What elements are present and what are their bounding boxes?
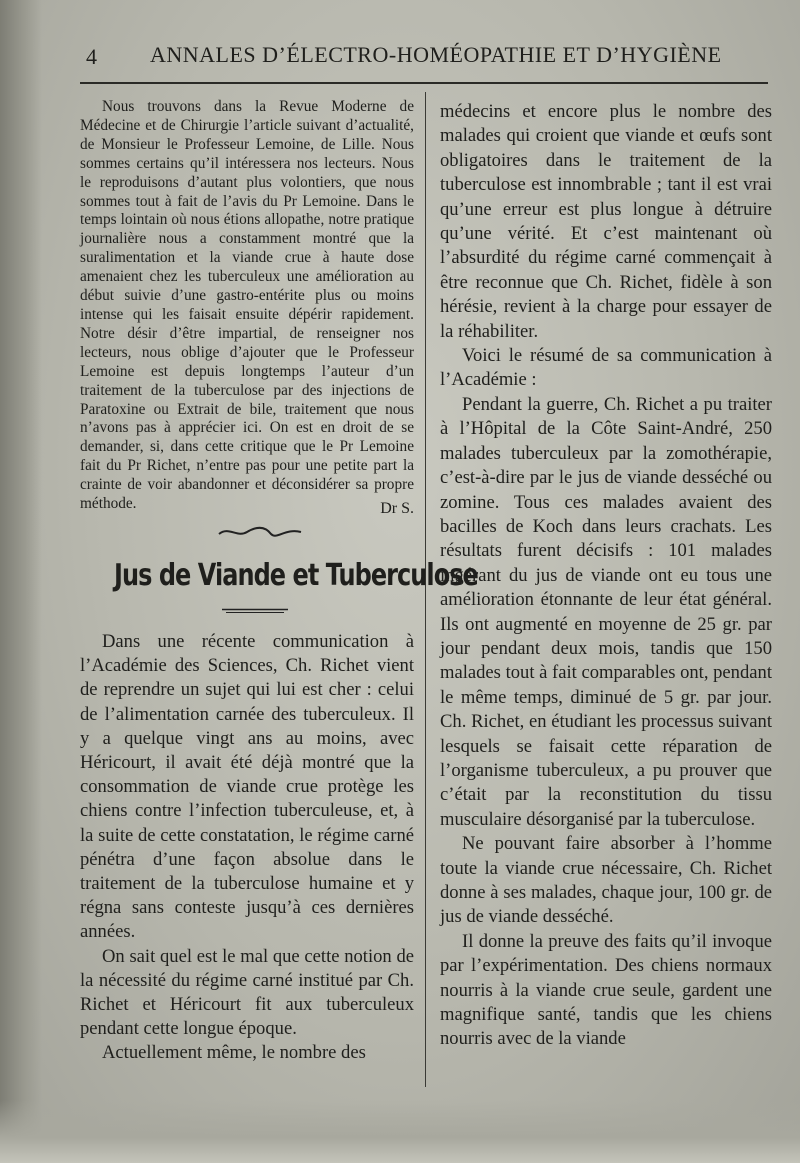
title-ornament-rule <box>222 608 288 614</box>
running-title: ANNALES D’ÉLECTRO-HOMÉOPATHIE ET D’HYGIÈNE <box>150 42 722 67</box>
flourish-ornament <box>215 520 305 542</box>
article-paragraph: Dans une récente communication à l’Académie des Sciences, Ch. Richet vient de reprendre un sujet qui lui est cher : celui de l’alimentation carnée des tuberculeux. Il y a quelque vingt ans au moins, avec Héricourt, il avait été déjà montré que la consommation de viande crue protège les chiens contre l’infection tuberculeuse, et, à la suite de cette constatation, le régime carné pénétra d’une façon absolue dans le traitement de la tuberculose humaine et y régna sans conteste jusqu’à ces dernières années. <box>80 631 414 943</box>
signature: Dr S. <box>380 500 414 517</box>
article-title: Jus de Viande et Tuberculose <box>114 558 478 593</box>
article-left-column <box>80 630 414 1066</box>
intro-paragraph: Nous trouvons dans la Revue Moderne de Médecine et de Chirurgie l’article suivant d’actualité, de Monsieur le Professeur Lemoine, de Lille. Nous sommes certains qu’il intéressera nos lecteurs. Nous le reproduisons d’autant plus volontiers, que nous sommes tout à fait de l’avis du Pr Lemoine. Dans le temps lointain où nous étions allopathe, notre pratique journalière nous a constamment montré que la suralimentation et la viande crue à haute dose amenaient chez les tuberculeux une amélioration au début suivie d’une gastro-entérite plus ou moins intense qui les faisait ensuite dépérir rapidement. Notre désir d’être impartial, de renseigner nos lecteurs, nous oblige d’ajouter que le Professeur Lemoine est depuis longtemps l’auteur d’un traitement de la tuberculose par des injections de Paratoxine ou Extrait de bile, traitement que nous n’avons pas à apprécier ici. On est en droit de se demander, si, dans cette critique que le Pr Lemoine fait du Pr Richet, n’entre pas pour une petite part la crainte de voir abandonner et déconsidérer sa propre méthode. <box>80 98 414 513</box>
page-number: 4 <box>86 44 97 69</box>
article-paragraph: Pendant la guerre, Ch. Richet a pu traiter à l’Hôpital de la Côte Saint-André, 250 malades tuberculeux par la zomothérapie, c’est-à-dire par le jus de viande desséché ou zomine. Tous ces malades avaient des bacilles de Koch dans leurs crachats. Les résultats furent décisifs : 101 malades ingérant du jus de viande ont eu tous une amélioration étonnante de leur état général. Ils ont augmenté en moyenne de 25 gr. par jour pendant deux mois, tandis que 150 malades tout à fait comparables ont, pendant le même temps, diminué de 5 gr. par jour. Ch. Richet, en étudiant les processus suivant lesquels se faisait cette réparation de l’organisme tuberculeux, a pu prouver que c’était par la reconstitution du tissu musculaire désorganisé par la tuberculose. <box>440 393 772 830</box>
article-paragraph: Actuellement même, le nombre des <box>102 1042 366 1064</box>
header-rule <box>80 82 768 84</box>
article-paragraph: Ne pouvant faire absorber à l’homme toute la viande crue nécessaire, Ch. Richet donne à ses malades, chaque jour, 100 gr. de jus de viande desséché. <box>440 833 772 928</box>
article-paragraph: Voici le résumé de sa communication à l’Académie : <box>440 345 772 391</box>
article-paragraph: médecins et encore plus le nombre des malades qui croient que viande et œufs sont obligatoires dans le traitement de la tuberculose est innombrable ; tant il est vrai qu’une erreur est plus longue à détruire qu’une vérité. Et c’est maintenant où l’absurdité du régime carné commençait à être reconnue que Ch. Richet, fidèle à son hérésie, revient à la charge pour essayer de la réhabiliter. <box>440 101 772 342</box>
article-right-column <box>440 100 772 1052</box>
article-paragraph: On sait quel est le mal que cette notion de la nécessité du régime carné institué par Ch. Richet et Héricourt fit aux tuberculeux pendant cette longue époque. <box>80 945 414 1040</box>
page-bottom-shadow <box>0 1100 800 1163</box>
page-edge-shadow <box>0 0 42 1163</box>
article-paragraph: Il donne la preuve des faits qu’il invoque par l’expérimentation. Des chiens normaux nourris à la viande crue seule, gardent une magnifique santé, tandis que les chiens nourris avec de la viande <box>440 930 772 1050</box>
